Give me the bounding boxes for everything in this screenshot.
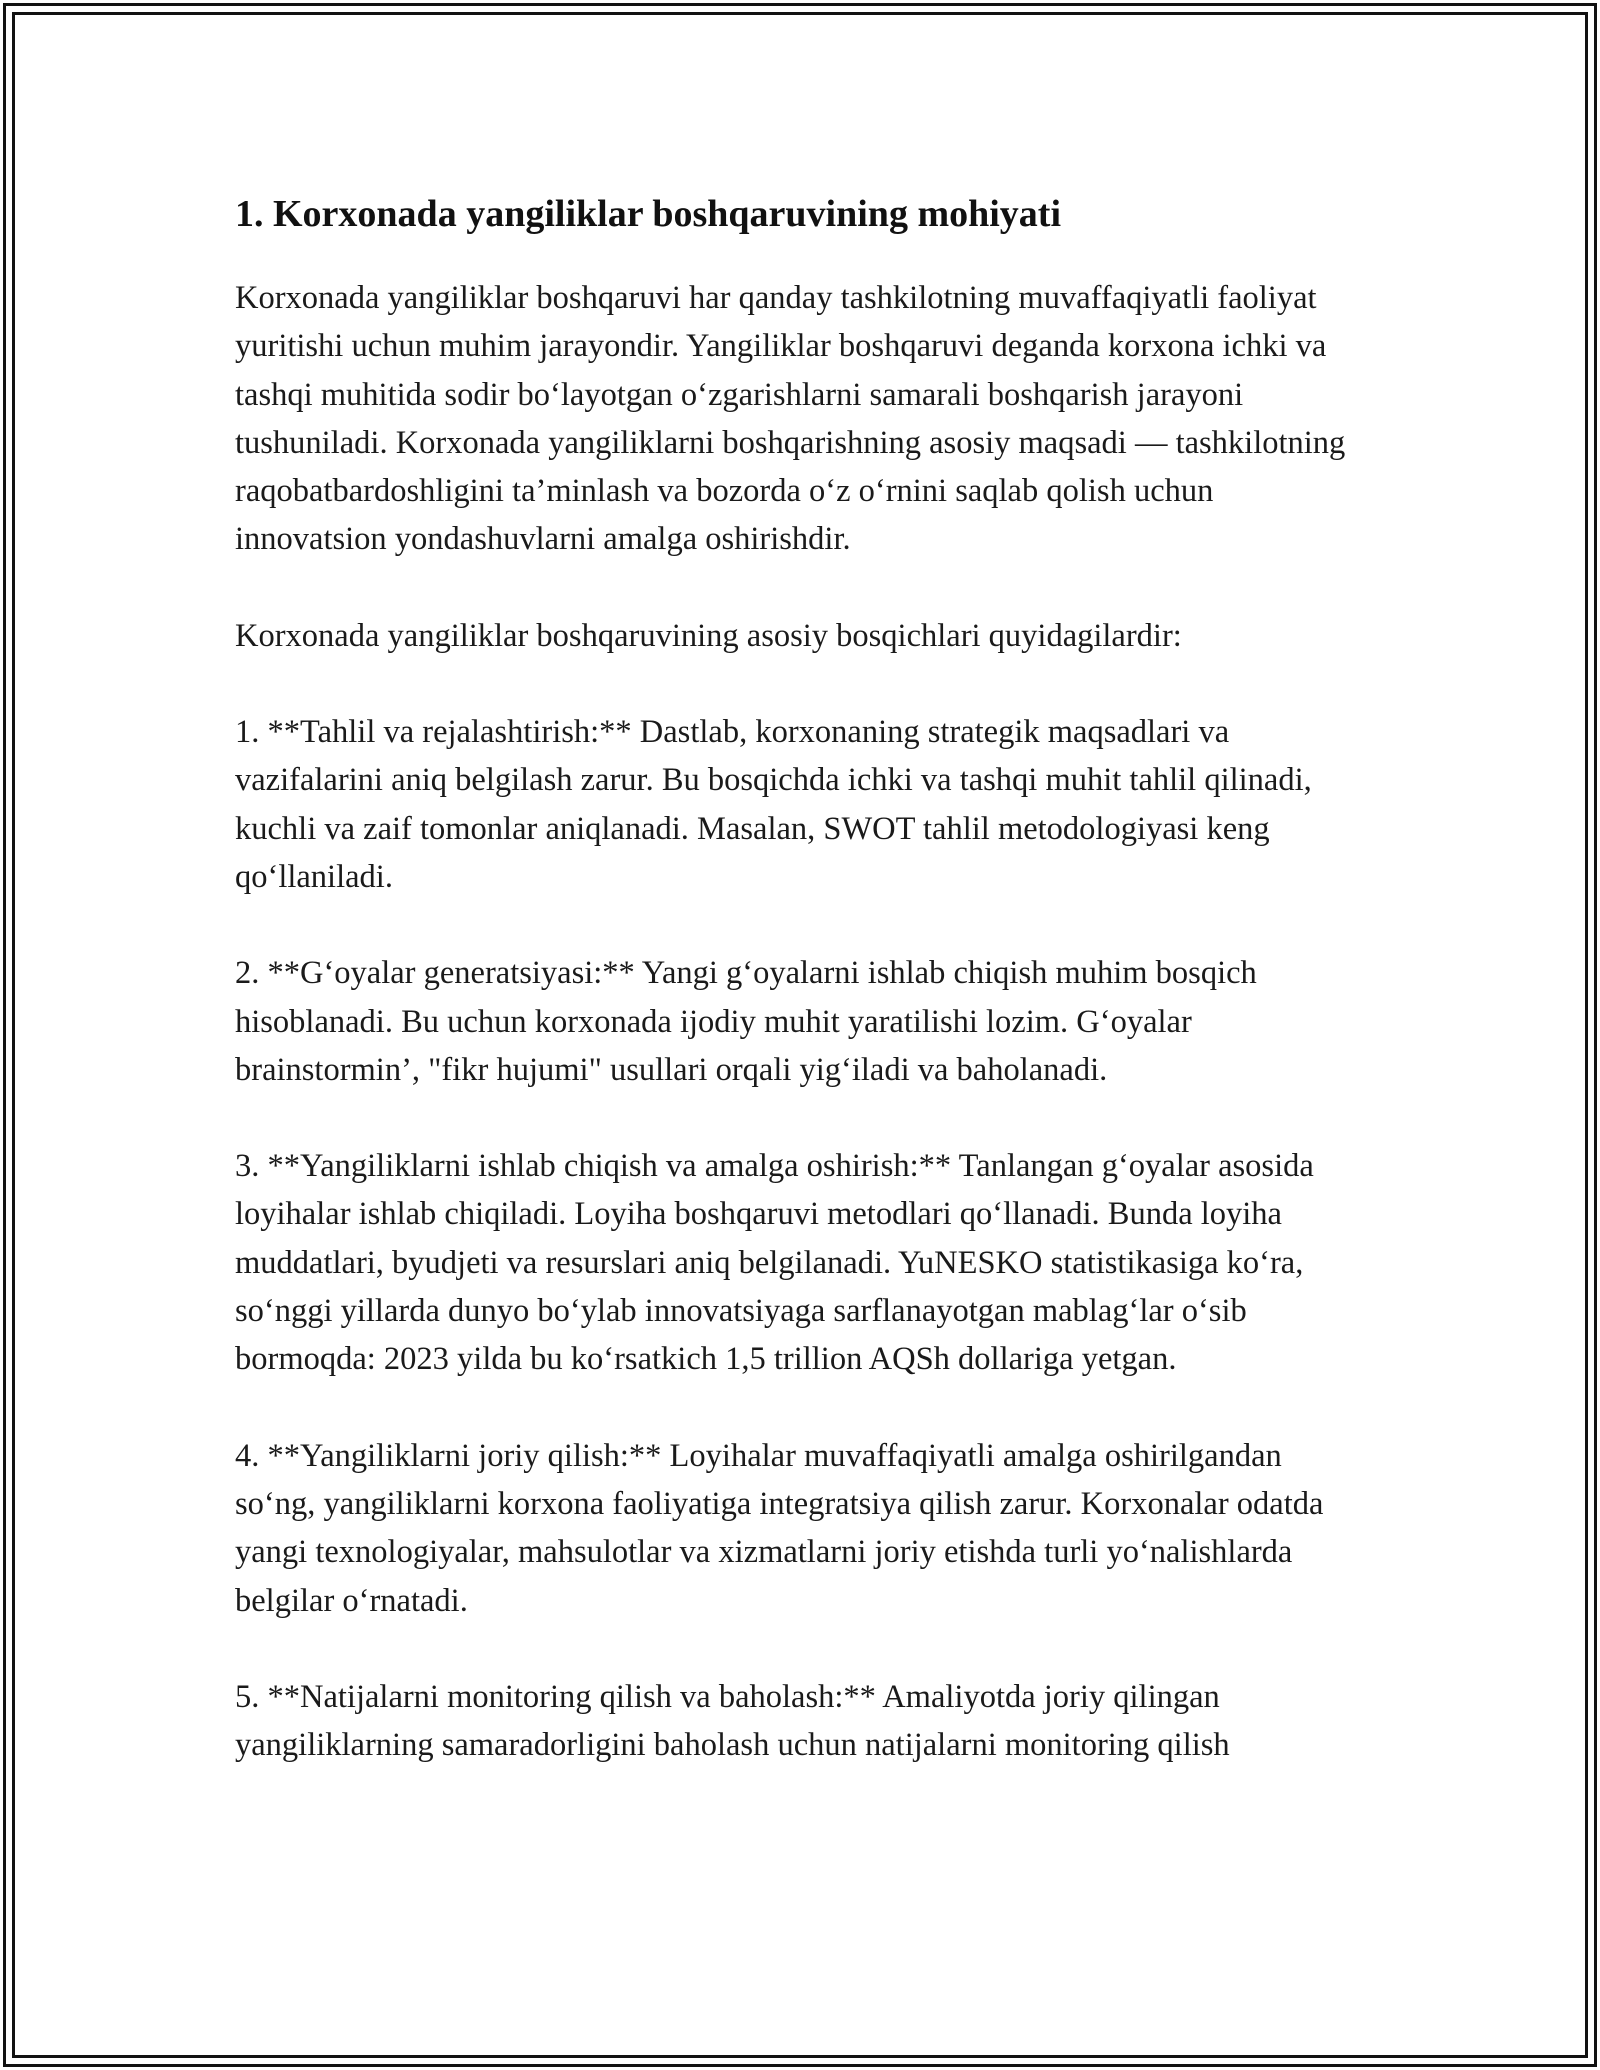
stage-1-paragraph: 1. **Tahlil va rejalashtirish:** Dastlab, korxonaning strategik maqsadlari va vazifalarini aniq belgilash zarur. Bu bosqichda ichki va tashqi muhit tahlil qilinadi, kuchli va zaif tomonlar aniqlanadi. Masalan, SWOT tahlil metodologiyasi keng qo‘llaniladi. bbox=[235, 714, 1312, 895]
section-heading: 1. Korxonada yangiliklar boshqaruvining mohiyati bbox=[235, 193, 1061, 235]
intro-paragraph: Korxonada yangiliklar boshqaruvi har qanday tashkilotning muvaffaqiyatli faoliyat yuritishi uchun muhim jarayondir. Yangiliklar boshqaruvi deganda korxona ichki va tashqi muhitida sodir bo‘layotgan o‘zgarishlarni samarali boshqarish jarayoni tushuniladi. Korxonada yangiliklarni boshqarishning asosiy maqsadi — tashkilotning raqobatbardoshligini ta’minlash va bozorda o‘z o‘rnini saqlab qolish uchun innovatsion yondashuvlarni amalga oshirishdir. bbox=[235, 280, 1346, 558]
stage-5-paragraph: 5. **Natijalarni monitoring qilish va baholash:** Amaliyotda joriy qilingan yangiliklarning samaradorligini baholash uchun natijalarni monitoring qilish bbox=[235, 1678, 1230, 1764]
stage-2-paragraph: 2. **G‘oyalar generatsiyasi:** Yangi g‘oyalarni ishlab chiqish muhim bosqich hisoblanadi. Bu uchun korxonada ijodiy muhit yaratilishi lozim. G‘oyalar brainstormin’, "fikr hujumi" usullari orqali yig‘iladi va baholanadi. bbox=[235, 955, 1257, 1088]
stages-intro-paragraph: Korxonada yangiliklar boshqaruvining asosiy bosqichlari quyidagilardir: bbox=[235, 617, 1182, 654]
stage-4-paragraph: 4. **Yangiliklarni joriy qilish:** Loyihalar muvaffaqiyatli amalga oshirilgandan so‘ng, yangiliklarni korxona faoliyatiga integratsiya qilish zarur. Korxonalar odatda yangi texnologiyalar, mahsulotlar va xizmatlarni joriy etishda turli yo‘nalishlarda belgilar o‘rnatadi. bbox=[235, 1437, 1324, 1619]
stage-3-paragraph: 3. **Yangiliklarni ishlab chiqish va amalga oshirish:** Tanlangan g‘oyalar asosida loyihalar ishlab chiqiladi. Loyiha boshqaruvi metodlari qo‘llanadi. Bunda loyiha muddatlari, byudjeti va resurslari aniq belgilanadi. YuNESKO statistikasiga ko‘ra, so‘nggi yillarda dunyo bo‘ylab innovatsiyaga sarflanayotgan mablag‘lar o‘sib bormoqda: 2023 yilda bu ko‘rsatkich 1,5 trillion AQSh dollariga yetgan. bbox=[235, 1148, 1314, 1378]
document-body bbox=[235, 188, 1365, 1817]
